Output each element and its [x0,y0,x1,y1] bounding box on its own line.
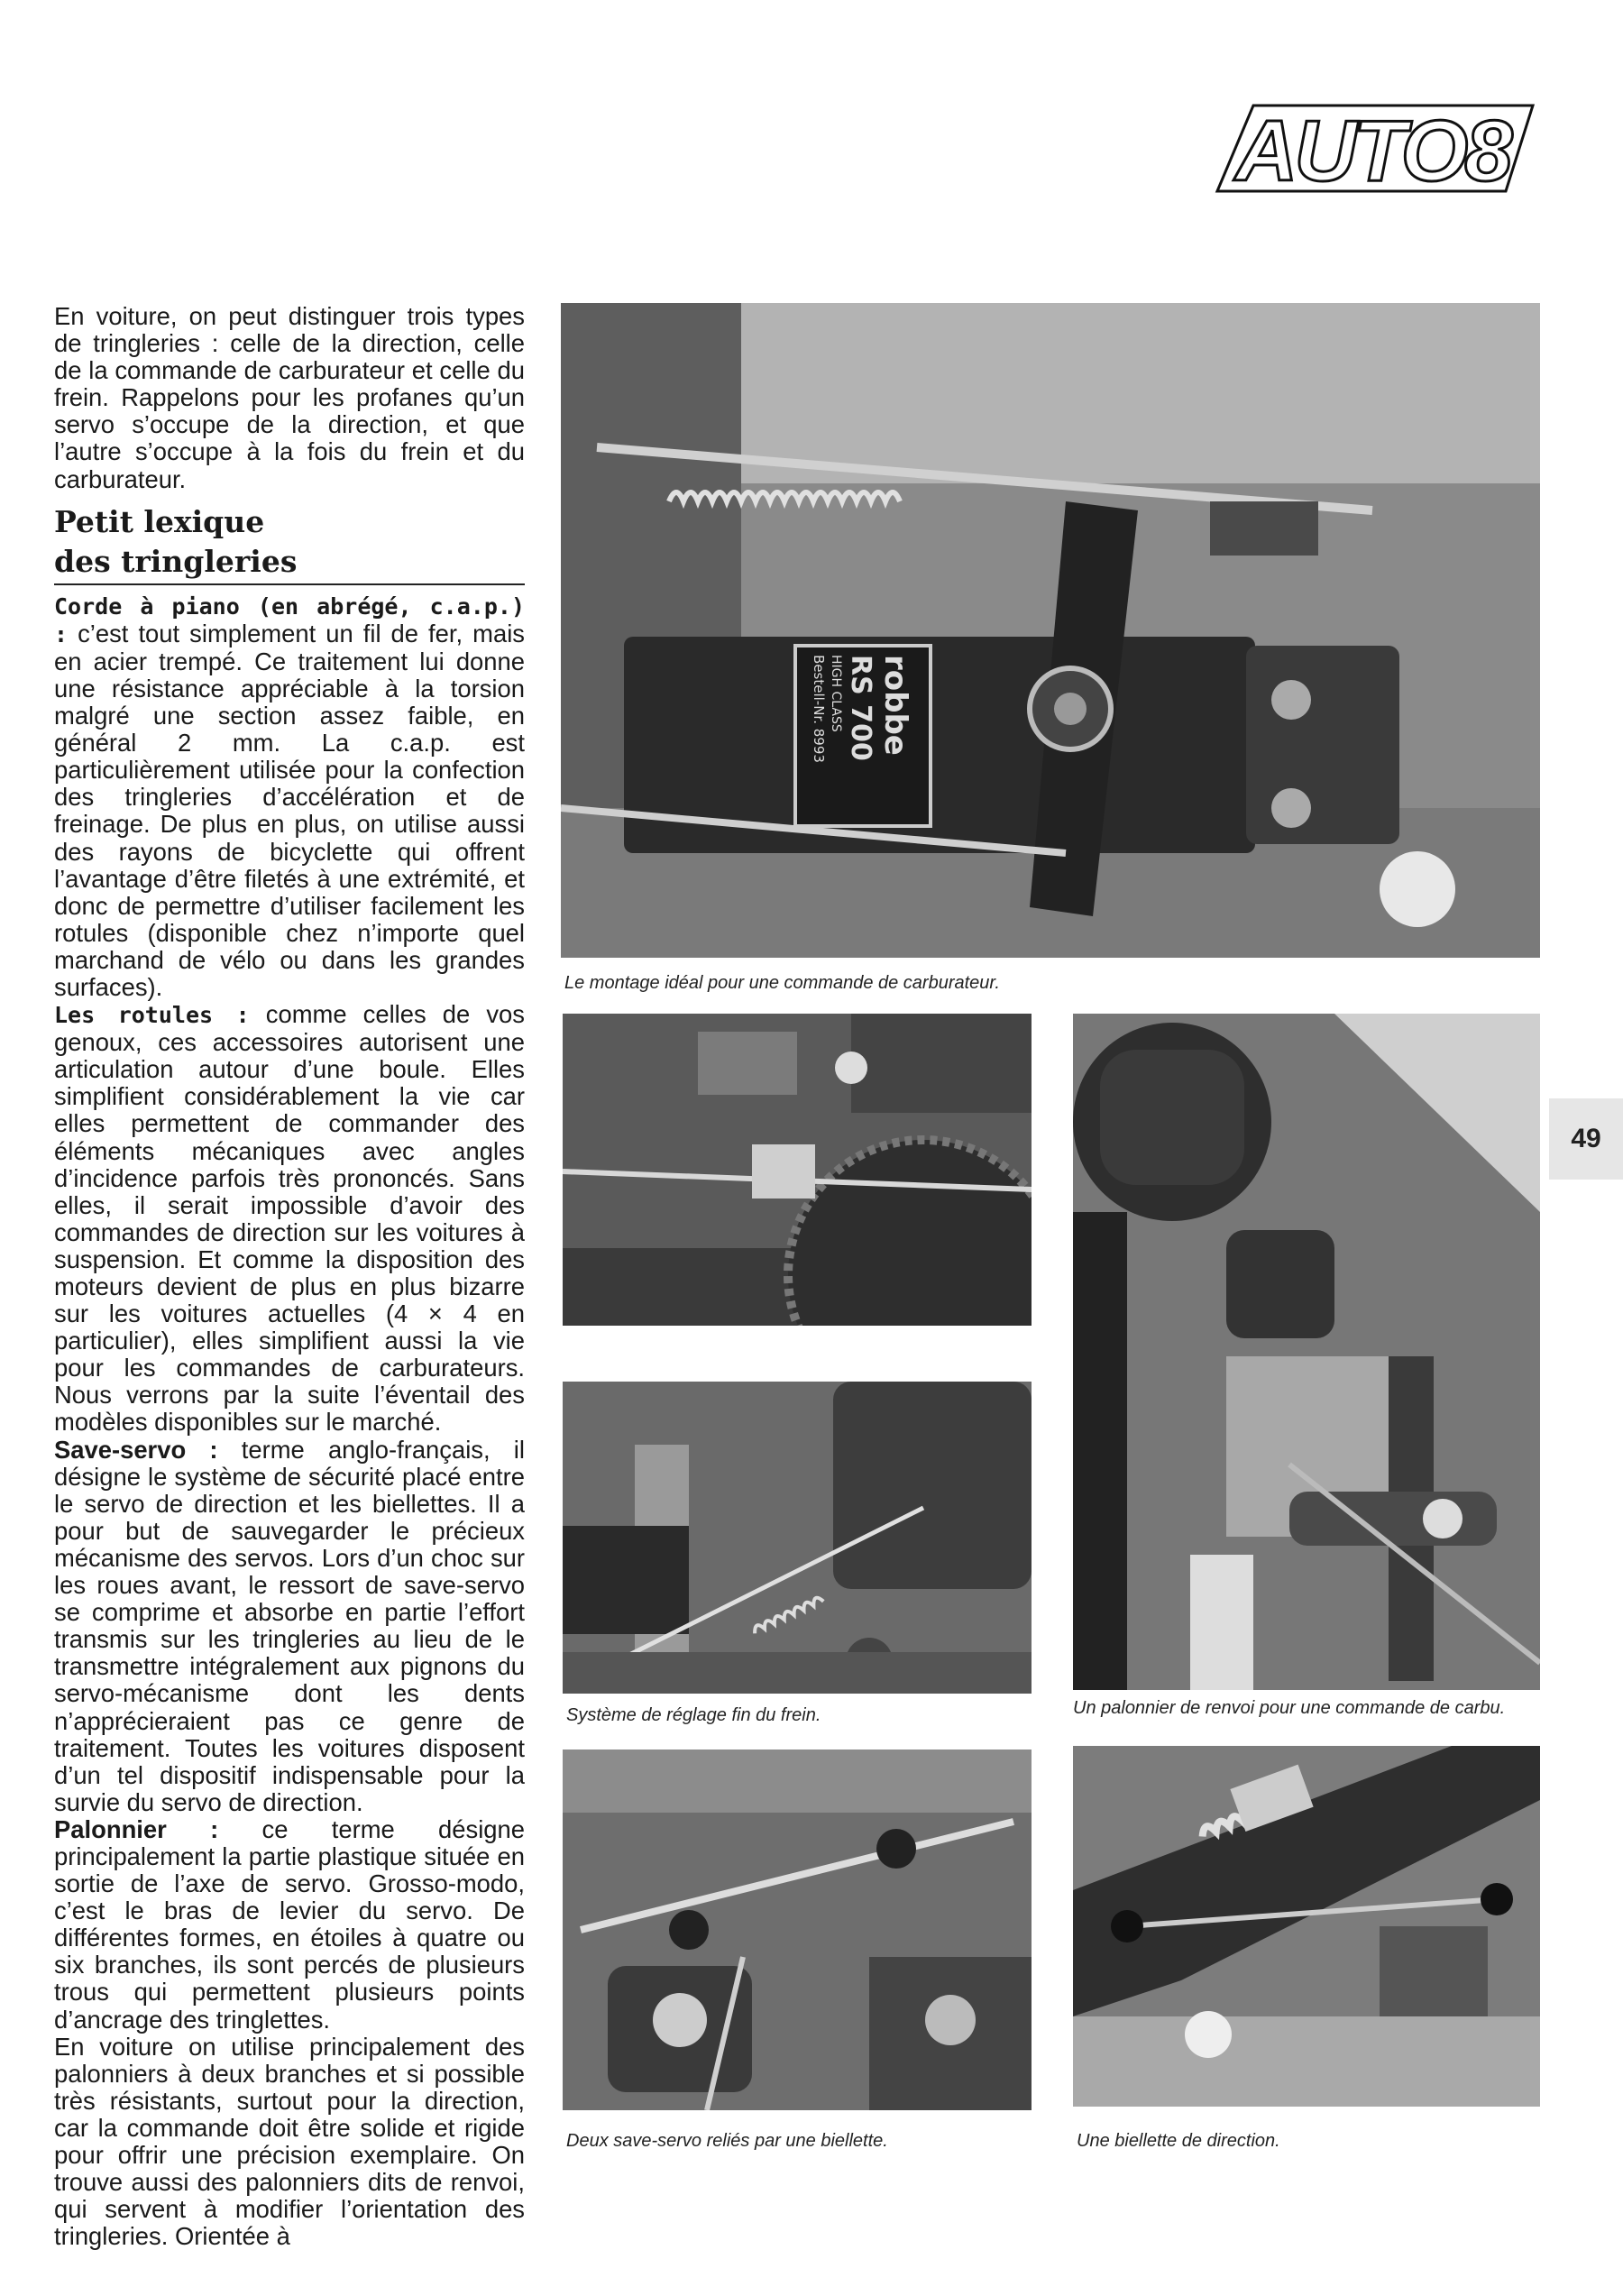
article-body [54,303,525,2250]
caption-photo-4: Un palonnier de renvoi pour une commande de carbu. [1073,1698,1506,1718]
servo-model: RS 700 [845,655,876,761]
entry-text: terme anglo-français, il désigne le système de sécurité placé entre le servo de direction et les biellettes. Il a pour but de sauvegarder le précieux mécanisme des servos. Lors d’un choc sur les roues avant, le ressort de save-servo se comprime et absorbe en partie l’effort transmis sur les tringleries au lieu de le transmettre intégralement aux pignons du servo-mécanisme dont les dents n’apprécieraient pas ce genre de traitement. Toutes les voitures disposent d’un tel dispositif indispensable pour la survie du servo de direction. [54,1435,525,1816]
entry-palonnier [54,1816,525,2034]
photo-servo-carburetor [561,303,1540,958]
photo-throttle-linkage [563,1014,1032,1326]
servo-order-number: Bestell-Nr. 8993 [811,655,827,763]
photo-two-save-servos [563,1750,1032,2110]
page-number-tab: 49 [1549,1098,1623,1180]
caption-photo-3: Système de réglage fin du frein. [566,1705,821,1725]
entry-corde-a-piano [54,592,525,1001]
entry-rotules [54,1001,525,1437]
entry-term: Palonnier : [54,1814,219,1843]
logo-text: AUTO8 [1235,103,1509,196]
entry-text: comme celles de vos genoux, ces accessoires autorisent une articulation autour d’une boule. Elles simplifient considérablement la vie car elles permettent de commander des éléments mécaniques avec angles d’incidence parfois très prononcés. Sans elles, il serait impossible d’avoir des commandes de direction sur les voitures à suspension. Et comme la disposition des moteurs devient de plus en plus bizarre sur les voitures actuelles (4 × 4 en particulier), elles simplifient aussi la vie pour les commandes de carburateurs. Nous verrons par la suite l’éventail des modèles disponibles sur le marché. [54,1000,525,1437]
heading-line-2: des tringleries [54,543,298,579]
section-heading [54,502,525,585]
entry-text: ce terme désigne principalement la partie plastique située en sortie de l’axe de servo. Grosso-modo, c’est le bras de levier du servo. De différentes formes, en étoiles à quatre ou six branches, ils sont percés de plusieurs trous qui permettent plusieurs points d’ancrage des tringlettes. [54,1814,525,2034]
auto8-logo [1199,101,1542,196]
photo-steering-link [1073,1746,1540,2107]
entry-save-servo [54,1437,525,1816]
entry-term: Les rotules : [54,1002,250,1029]
caption-photo-5: Deux save-servo reliés par une biellette. [566,2131,888,2151]
photo-brake-adjustment [563,1382,1032,1694]
intro-paragraph: En voiture, on peut distinguer trois types de tringleries : celle de la direction, celle de la commande de carburateur et celle du frein. Rappelons pour les profanes qu’un servo s’occupe de la direction, et que l’autre s’occupe à la fois du frein et du carburateur. [54,302,525,493]
caption-photo-1: Le montage idéal pour une commande de carburateur. [564,973,1000,993]
caption-photo-6: Une biellette de direction. [1077,2131,1280,2151]
servo-brand: robbe [877,655,913,756]
servo-class: HIGH CLASS [829,655,843,732]
entry-term: Corde à piano (en abrégé, c.a.p.) : [54,592,525,647]
entry-term: Save-servo : [54,1435,218,1464]
closing-paragraph: En voiture on utilise principalement des palonniers à deux branches et si possible très résistants, surtout pour la direction, car la commande doit être solide et rigide pour offrir une précision exemplaire. On trouve aussi des palonniers dits de renvoi, qui servent à modifier l’orientation des tringleries. Orientée à [54,2032,525,2251]
entry-text: c’est tout simplement un fil de fer, mais en acier trempé. Ce traitement lui donne une résistance appréciable à la torsion malgré une section assez faible, en général 2 mm. La c.a.p. est particulièrement utilisée pour la confection des tringleries d’accélération et de freinage. De plus en plus, on utilise aussi des rayons de bicyclette qui offrent l’avantage d’être filetés à une extrémité, et donc de permettre d’utiliser facilement les rotules (disponible chez n’importe quel marchand de vélo ou dans les grandes surfaces). [54,619,525,1001]
photo-relay-servo-horn [1073,1014,1540,1690]
heading-line-1: Petit lexique [54,503,265,539]
